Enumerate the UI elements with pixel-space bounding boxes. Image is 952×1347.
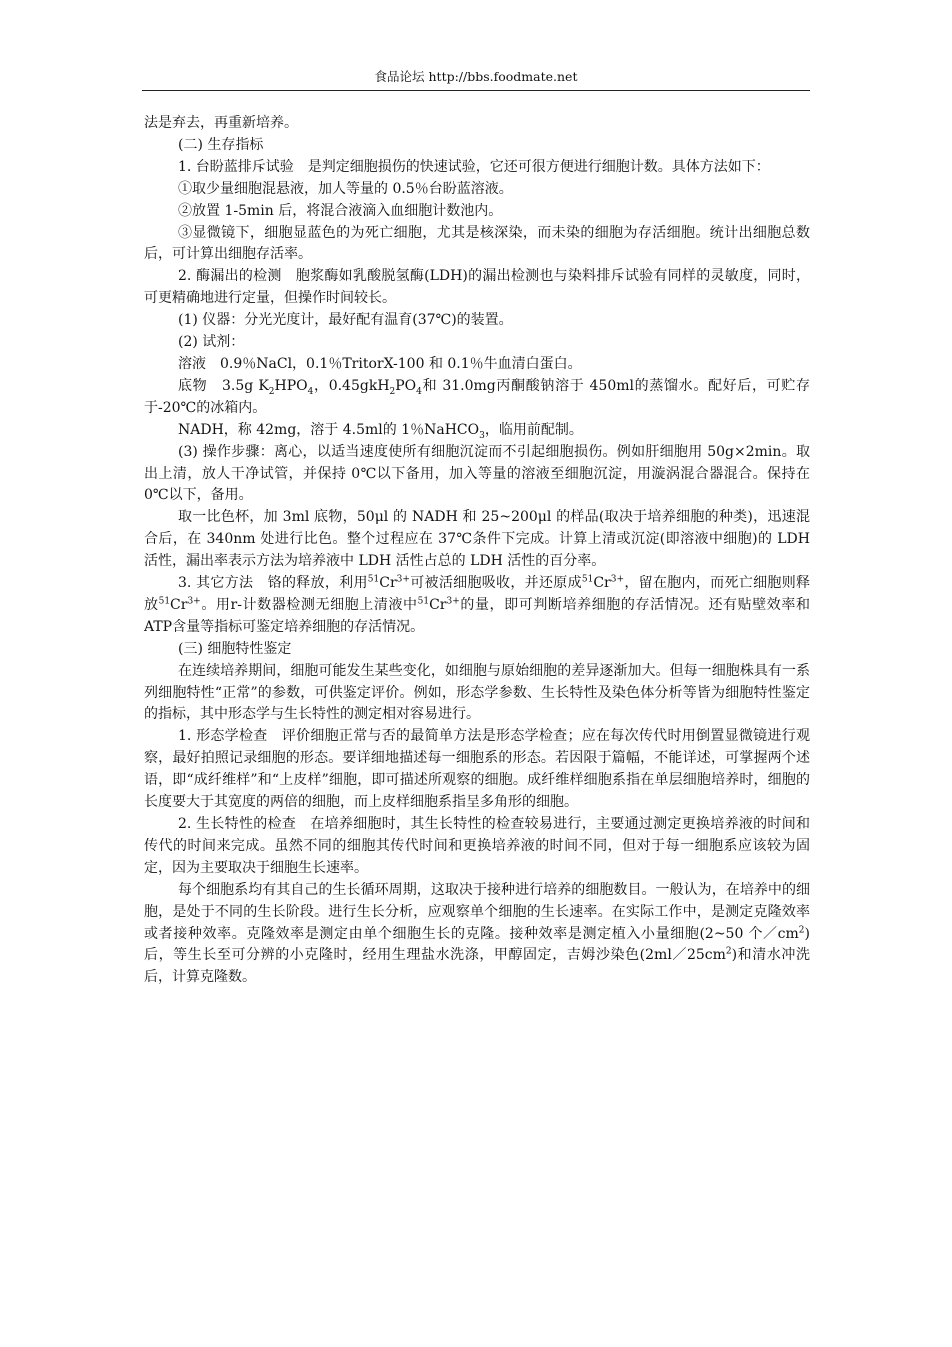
paragraph: NADH，称 42mg，溶于 4.5ml的 1％NaHCO$_3$，临用前配制。 (178, 421, 583, 441)
header-text: 食品论坛 http://bbs.foodmate.net (374, 69, 578, 84)
section-heading: (三) 细胞特性鉴定 (178, 640, 292, 657)
paragraph: 每个细胞系均有其自己的生长循环周期，这取决于接种进行培养的细胞数目。一般认为，在培养中的细胞，是处于不同的生长阶段。进行生长分析，应观察单个细胞的生长速率。在实际工作中，是测定克隆效率或者接种效率。克隆效率是测定由单个细胞生长的克隆。接种效率是测定植入小量细胞(2~50 个$/cm^2$)后，等生长至可分辨的小克隆时，经用生理盐水洗涤，甲醇固定，吉姆沙染色$(2ml/25cm^2)$和清水冲洗后，计算克隆数。 (144, 881, 810, 986)
paragraph: 溶液 0.9％NaCl，0.1％TritorX-100 和 0.1％牛血清白蛋白。 (178, 355, 582, 372)
paragraph: 3. 其它方法 铬的释放，利用$^{51}Cr^{3+}$可被活细胞吸收，并还原成$^{51}Cr^{3+}$，留在胞内，而死亡细胞则释放$^{51}Cr^{3+}$。用r-计数器检测无细胞上清液中$^{51}Cr^{3+}$的量，即可判断培养细胞的存活情况。还有贴壁效率和ATP含量等指标可鉴定培养细胞的存活情况。 (144, 574, 810, 635)
paragraph: (3) 操作步骤：离心，以适当速度使所有细胞沉淀而不引起细胞损伤。例如肝细胞用 50g×2min。取出上清，放人干净试管，并保持 0℃以下备用，加入等量的溶液至细胞沉淀，用漩涡混合器混合。保持在 0℃以下，备用。 (144, 443, 810, 504)
paragraph: 1. 形态学检查 评价细胞正常与否的最简单方法是形态学检查；应在每次传代时用倒置显微镜进行观察，最好拍照记录细胞的形态。要详细地描述每一细胞系的形态。若因限于篇幅，不能详述，可掌握两个述语，即“成纤维样”和“上皮样”细胞，即可描述所观察的细胞。成纤维样细胞系指在单层细胞培养时，细胞的长度要大于其宽度的两倍的细胞，而上皮样细胞系指呈多角形的细胞。 (144, 728, 810, 811)
paragraph: 1. 台盼蓝排斥试验 是判定细胞损伤的快速试验，它还可很方便进行细胞计数。具体方法如下： (178, 158, 770, 175)
list-item: ①取少量细胞混悬液，加人等量的 0.5％台盼蓝溶液。 (178, 180, 513, 197)
paragraph: 在连续培养期间，细胞可能发生某些变化，如细胞与原始细胞的差异逐渐加大。但每一细胞株具有一系列细胞特性“正常”的参数，可供鉴定评价。例如，形态学参数、生长特性及染色体分析等皆为细胞特性鉴定的指标，其中形态学与生长特性的测定相对容易进行。 (144, 662, 810, 723)
paragraph: 底物 3.5g $K_2HPO_4$，$0.45gkH_2PO_4$和 31.0mg丙酮酸钠溶于 450ml的蒸馏水。配好后，可贮存于-20℃的冰箱内。 (144, 377, 810, 416)
page-header (142, 66, 810, 91)
paragraph: 2. 生长特性的检查 在培养细胞时，其生长特性的检查较易进行，主要通过测定更换培养液的时间和传代的时间来完成。虽然不同的细胞其传代时间和更换培养液的时间不同，但对于每一细胞系应该较为固定，因为主要取决于细胞生长速率。 (144, 816, 810, 876)
list-item: ③显微镜下，细胞显蓝色的为死亡细胞，尤其是核深染，而未染的细胞为存活细胞。统计出细胞总数后，可计算出细胞存活率。 (144, 224, 810, 263)
document-body (144, 113, 810, 989)
list-item: ②放置 1-5min 后，将混合液滴入血细胞计数池内。 (178, 202, 503, 219)
paragraph: (1) 仪器：分光光度计，最好配有温育(37℃)的装置。 (178, 312, 513, 329)
paragraph: (2) 试剂： (178, 334, 245, 351)
paragraph: 法是弃去，再重新培养。 (144, 115, 298, 131)
paragraph: 取一比色杯，加 3ml 底物，50μl 的 NADH 和 25~200μl 的样品(取决于培养细胞的种类)，迅速混合后，在 340nm 处进行比色。整个过程应在 37℃条件下完成。计算上清或沉淀(即溶液中细胞)的 LDH 活性，漏出率表示方法为培养液中 LDH 活性占总的 LDH 活性的百分率。 (144, 509, 810, 570)
paragraph: 2. 酶漏出的检测 胞浆酶如乳酸脱氢酶(LDH)的漏出检测也与染料排斥试验有同样的灵敏度，同时，可更精确地进行定量，但操作时间较长。 (144, 268, 810, 307)
section-heading: (二) 生存指标 (178, 136, 264, 153)
